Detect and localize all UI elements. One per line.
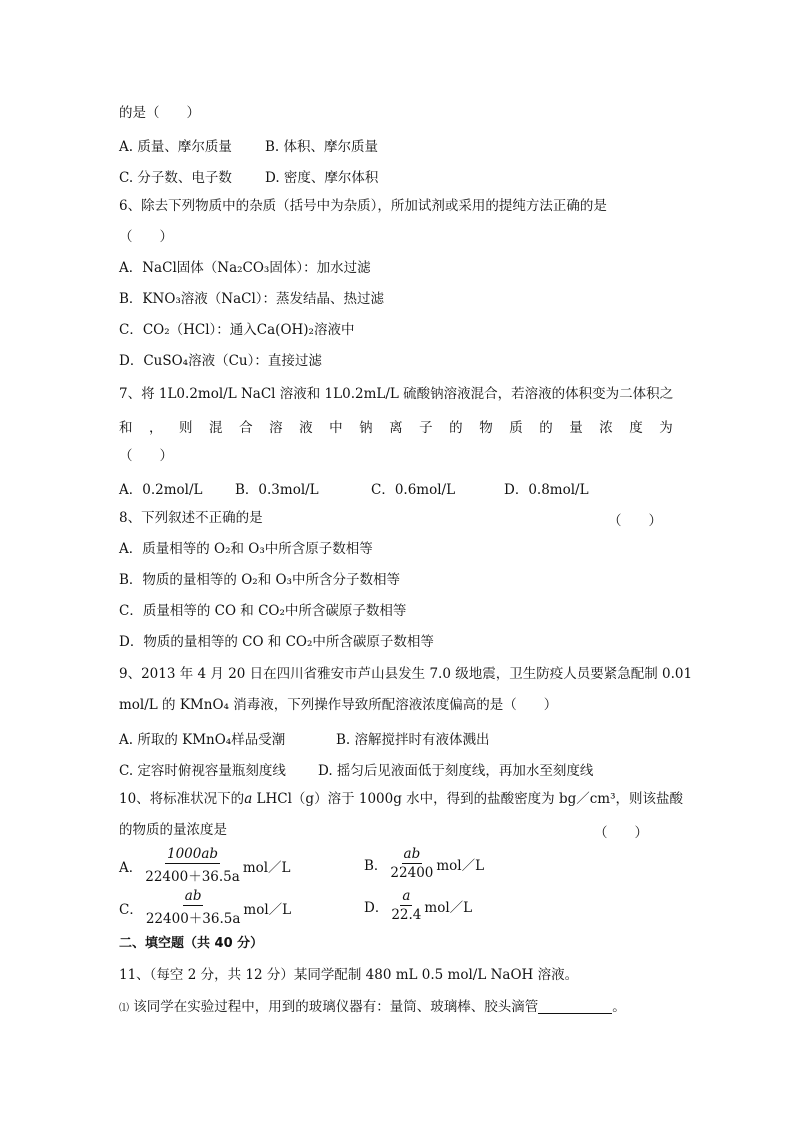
- q10-option-a-unit: mol／L: [242, 859, 291, 876]
- q10-option-a-label: A．: [119, 859, 143, 876]
- q7-option-c: C．0.6mol/L: [371, 482, 456, 498]
- q10-option-b-numerator: ab: [403, 846, 421, 862]
- q8-option-a: A．质量相等的 O₂和 O₃中所含原子数相等: [119, 541, 373, 557]
- q10-option-d-numerator: a: [402, 888, 411, 904]
- q8-option-b: B．物质的量相等的 O₂和 O₃中所含分子数相等: [119, 572, 400, 588]
- q8-answer-paren: （ ）: [608, 513, 662, 529]
- q7-answer-paren: （ ）: [119, 448, 173, 464]
- q7-char: 离: [389, 420, 403, 436]
- q7-option-d: D．0.8mol/L: [504, 482, 589, 498]
- q5-stem-tail: 的是（ ）: [119, 105, 200, 121]
- q10-option-d-fraction: [391, 888, 421, 923]
- q11-sub1: [119, 998, 626, 1018]
- q9-option-a: A. 所取的 KMnO₄样品受潮: [119, 732, 286, 748]
- q9-option-b: B. 溶解搅拌时有液体溅出: [336, 732, 490, 748]
- q7-char: 和: [119, 420, 133, 436]
- q5-option-a: A. 质量、摩尔质量: [119, 139, 232, 155]
- q7-option-a: A．0.2mol/L: [119, 482, 203, 498]
- q7-char: 混: [209, 420, 223, 436]
- q10-option-a-fraction: [145, 846, 240, 885]
- q11-sub1-end: 。: [612, 999, 626, 1015]
- q7-char: 度: [629, 420, 643, 436]
- q10-option-b-fraction: [390, 846, 433, 881]
- q10-option-a: [119, 846, 291, 885]
- q7-stem-line1: 7、将 1L0.2mol/L NaCl 溶液和 1L0.2mL/L 硫酸钠溶液混合，若溶液的体积变为二体积之: [119, 386, 674, 402]
- q11-sub1-answer-blank[interactable]: [538, 999, 612, 1014]
- q7-char: 质: [509, 420, 523, 436]
- q10-option-b: [364, 846, 484, 881]
- q10-answer-paren: （ ）: [594, 825, 648, 841]
- q6-option-c: C．CO₂（HCl）：通入Ca(OH)₂溶液中: [119, 322, 355, 338]
- q9-stem-line2: mol/L 的 KMnO₄ 消毒液，下列操作导致所配溶液浓度偏高的是（ ）: [119, 697, 558, 713]
- q10-option-d: [364, 888, 472, 923]
- q7-char: 的: [539, 420, 553, 436]
- q6-option-d: D．CuSO₄溶液（Cu）：直接过滤: [119, 353, 322, 369]
- q7-char: 则: [179, 420, 193, 436]
- q10-option-b-label: B．: [364, 857, 388, 874]
- q10-option-c-unit: mol／L: [243, 901, 292, 918]
- q6-option-a: A．NaCl固体（Na₂CO₃固体）：加水过滤: [119, 260, 371, 276]
- q10-option-c-denominator: 22400＋36.5a: [145, 911, 241, 927]
- q11-sub1-text: 该同学在实验过程中，用到的玻璃仪器有：量筒、玻璃棒、胶头滴管: [129, 999, 539, 1015]
- q9-option-d: D. 摇匀后见液面低于刻度线，再加水至刻度线: [318, 763, 594, 779]
- q10-option-d-unit: mol／L: [424, 899, 473, 916]
- q7-char: 量: [569, 420, 583, 436]
- q10-option-c-numerator: ab: [184, 888, 202, 904]
- q7-char: 物: [479, 420, 493, 436]
- q10-option-c-fraction: [146, 888, 241, 927]
- q11-sub1-number: ⑴: [119, 1003, 129, 1014]
- q9-stem-line1: 9、2013 年 4 月 20 日在四川省雅安市芦山县发生 7.0 级地震，卫生防疫人员要紧急配制 0.01: [119, 666, 693, 682]
- q10-option-a-numerator: 1000ab: [167, 846, 219, 862]
- q10-option-c-label: C．: [119, 901, 143, 918]
- q9-option-c: C. 定容时俯视容量瓶刻度线: [119, 763, 286, 779]
- q7-char: 的: [449, 420, 463, 436]
- q5-option-b: B. 体积、摩尔质量: [265, 139, 379, 155]
- q10-stem-part2: LHCl（g）溶于 1000g 水中，得到的盐酸密度为 bg／cm³，则该盐酸: [252, 791, 683, 807]
- q7-stem-line2: [119, 416, 673, 436]
- q8-option-c: C．质量相等的 CO 和 CO₂中所含碳原子数相等: [119, 603, 407, 619]
- q7-char: 中: [329, 420, 343, 436]
- q7-char: 浓: [599, 420, 613, 436]
- q7-char: 液: [299, 420, 313, 436]
- q10-variable-a: a: [244, 791, 253, 807]
- q6-answer-paren: （ ）: [119, 229, 173, 245]
- q10-stem-line1: [119, 790, 683, 808]
- q10-option-d-label: D．: [364, 899, 389, 916]
- q5-option-c: C. 分子数、电子数: [119, 170, 232, 186]
- q10-option-b-denominator: 22400: [390, 865, 434, 881]
- q11-stem: 11、（每空 2 分，共 12 分）某同学配制 480 mL 0.5 mol/L NaOH 溶液。: [119, 967, 579, 983]
- q5-option-d: D. 密度、摩尔体积: [265, 170, 379, 186]
- q6-stem: 6、除去下列物质中的杂质（括号中为杂质），所加试剂或采用的提纯方法正确的是: [119, 198, 607, 214]
- q7-char: 子: [419, 420, 433, 436]
- q7-option-b: B．0.3mol/L: [235, 482, 319, 498]
- q10-stem-line2: 的物质的量浓度是: [119, 822, 227, 838]
- q7-char: 为: [659, 420, 673, 436]
- q7-char: 溶: [269, 420, 283, 436]
- q10-option-a-denominator: 22400＋36.5a: [145, 869, 240, 885]
- q7-char: 钠: [359, 420, 373, 436]
- q10-option-c: [119, 888, 291, 927]
- q6-option-b: B．KNO₃溶液（NaCl）：蒸发结晶、热过滤: [119, 291, 385, 307]
- section-heading-fill-in: 二、填空题（共 40 分）: [119, 936, 264, 951]
- q10-stem-part1: 10、将标准状况下的: [119, 791, 245, 807]
- q8-stem: 8、下列叙述不正确的是: [119, 510, 263, 526]
- q7-char: ，: [149, 420, 163, 436]
- q8-option-d: D．物质的量相等的 CO 和 CO₂中所含碳原子数相等: [119, 634, 434, 650]
- q7-char: 合: [239, 420, 253, 436]
- q10-option-d-denominator: 22.4: [391, 907, 422, 923]
- q10-option-b-unit: mol／L: [436, 857, 485, 874]
